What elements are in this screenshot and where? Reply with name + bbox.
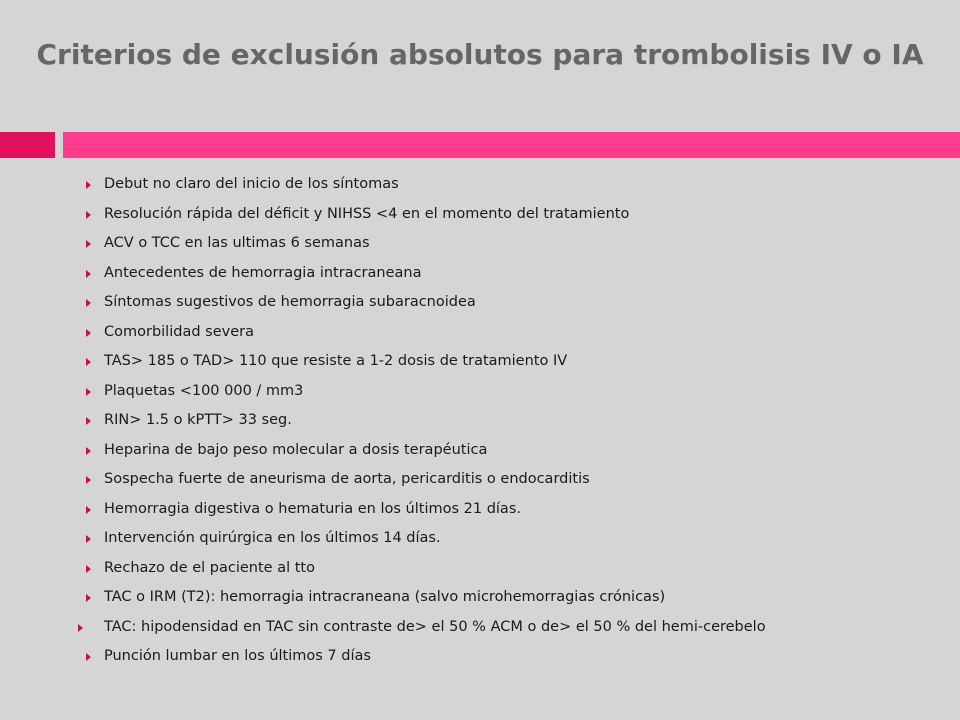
triangle-right-icon bbox=[86, 447, 91, 455]
triangle-right-icon bbox=[86, 358, 91, 366]
triangle-right-icon bbox=[86, 565, 91, 573]
list-item: Punción lumbar en los últimos 7 días bbox=[86, 647, 926, 666]
list-item: Plaquetas <100 000 / mm3 bbox=[86, 382, 926, 401]
list-item: Resolución rápida del déficit y NIHSS <4 en el momento del tratamiento bbox=[86, 205, 926, 224]
list-item: Intervención quirúrgica en los últimos 14 días. bbox=[86, 529, 926, 548]
list-item: TAS> 185 o TAD> 110 que resiste a 1-2 dosis de tratamiento IV bbox=[86, 352, 926, 371]
triangle-right-icon bbox=[86, 594, 91, 602]
slide-title: Criterios de exclusión absolutos para trombolisis IV o IA bbox=[36, 38, 924, 71]
list-item: Heparina de bajo peso molecular a dosis terapéutica bbox=[86, 441, 926, 460]
list-item: Antecedentes de hemorragia intracraneana bbox=[86, 264, 926, 283]
accent-bar-left bbox=[0, 132, 55, 158]
triangle-right-icon bbox=[86, 653, 91, 661]
list-item: Sospecha fuerte de aneurisma de aorta, pericarditis o endocarditis bbox=[86, 470, 926, 489]
triangle-right-icon bbox=[86, 299, 91, 307]
triangle-right-icon bbox=[86, 476, 91, 484]
list-item: Comorbilidad severa bbox=[86, 323, 926, 342]
list-item: Síntomas sugestivos de hemorragia subaracnoidea bbox=[86, 293, 926, 312]
triangle-right-icon bbox=[86, 181, 91, 189]
triangle-right-icon bbox=[86, 211, 91, 219]
triangle-right-icon bbox=[86, 388, 91, 396]
list-item: Rechazo de el paciente al tto bbox=[86, 559, 926, 578]
list-item: TAC o IRM (T2): hemorragia intracraneana (salvo microhemorragias crónicas) bbox=[86, 588, 926, 607]
triangle-right-icon bbox=[86, 270, 91, 278]
list-item: ACV o TCC en las ultimas 6 semanas bbox=[86, 234, 926, 253]
list-item: TAC: hipodensidad en TAC sin contraste de> el 50 % ACM o de> el 50 % del hemi-cerebelo bbox=[86, 618, 926, 637]
list-item: Debut no claro del inicio de los síntomas bbox=[86, 175, 926, 194]
triangle-right-icon bbox=[86, 329, 91, 337]
triangle-right-icon bbox=[78, 624, 83, 632]
exclusion-criteria-list bbox=[86, 175, 926, 677]
triangle-right-icon bbox=[86, 417, 91, 425]
triangle-right-icon bbox=[86, 240, 91, 248]
triangle-right-icon bbox=[86, 506, 91, 514]
accent-bar-right bbox=[63, 132, 960, 158]
list-item: Hemorragia digestiva o hematuria en los últimos 21 días. bbox=[86, 500, 926, 519]
triangle-right-icon bbox=[86, 535, 91, 543]
list-item: RIN> 1.5 o kPTT> 33 seg. bbox=[86, 411, 926, 430]
